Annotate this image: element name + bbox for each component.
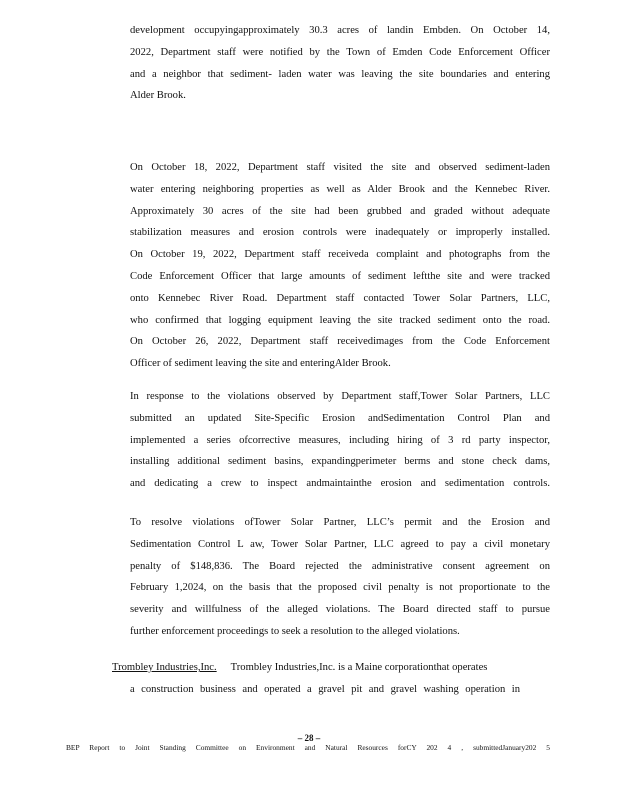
paragraph-line: water entering neighboring properties as well as Alder Brook and the Kennebec River. <box>130 183 550 195</box>
paragraph-line: On October 26, 2022, Department staff receivedimages from the Code Enforcement <box>130 336 550 348</box>
paragraph-october-events <box>130 157 550 375</box>
section-heading-trombley <box>112 657 522 679</box>
paragraph-line: Approximately 30 acres of the site had been grubbed and graded without adequate <box>130 205 550 217</box>
paragraph-line: On October 18, 2022, Department staff visited the site and observed sediment-laden <box>130 162 550 173</box>
paragraph-line: Officer of sediment leaving the site and enteringAlder Brook. <box>130 358 391 370</box>
paragraph-embden-continuation <box>130 20 550 107</box>
section-paragraph-line: a construction business and operated a gravel pit and gravel washing operation in <box>130 684 520 695</box>
section-heading-name: Trombley Industries,Inc. <box>112 662 217 673</box>
paragraph-line: stabilization measures and erosion controls were inadequately or improperly installed. <box>130 227 550 239</box>
page-footer: BEP Report to Joint Standing Committee on Environment and Natural Resources forCY 202 4 , submittedJanuary202 5 <box>66 743 550 752</box>
page-number: – 28 – <box>297 733 321 743</box>
paragraph-line: and a neighbor that sediment- laden water was leaving the site boundaries and entering <box>130 68 550 80</box>
paragraph-line: who confirmed that logging equipment leaving the site tracked sediment onto the road. <box>130 314 550 326</box>
paragraph-line: further enforcement proceedings to seek a resolution to the alleged violations. <box>130 625 460 637</box>
paragraph-line: development occupyingapproximately 30.3 acres of landin Embden. On October 14, <box>130 25 550 36</box>
paragraph-line: February 1,2024, on the basis that the proposed civil penalty is not proportionate to the <box>130 582 550 594</box>
paragraph-line: Code Enforcement Officer that large amounts of sediment leftthe site and were tracked <box>130 270 550 282</box>
paragraph-line: submitted an updated Site-Specific Erosion andSedimentation Control Plan and <box>130 412 550 424</box>
paragraph-line: severity and willfulness of the alleged violations. The Board directed staff to pursue <box>130 604 550 616</box>
paragraph-line: Alder Brook. <box>130 90 186 102</box>
paragraph-line: In response to the violations observed by Department staff,Tower Solar Partners, LLC <box>130 391 550 402</box>
paragraph-line: installing additional sediment basins, expandingperimeter berms and stone check dams, <box>130 456 550 468</box>
paragraph-resolution <box>130 512 550 643</box>
paragraph-line: On October 19, 2022, Department staff receiveda complaint and photographs from the <box>130 249 550 261</box>
section-heading-rest: Trombley Industries,Inc. is a Maine corporationthat operates <box>230 662 488 673</box>
paragraph-line: implemented a series ofcorrective measures, including hiring of 3 rd party inspector, <box>130 434 550 446</box>
paragraph-response <box>130 386 550 495</box>
paragraph-line: and dedicating a crew to inspect andmaintainthe erosion and sedimentation controls. <box>130 478 550 490</box>
paragraph-line: To resolve violations ofTower Solar Partner, LLC’s permit and the Erosion and <box>130 517 550 528</box>
paragraph-line: onto Kennebec River Road. Department staff contacted Tower Solar Partners, LLC, <box>130 292 550 304</box>
paragraph-line: Sedimentation Control L aw, Tower Solar Partner, LLC agreed to pay a civil monetary <box>130 538 550 550</box>
paragraph-line: penalty of $148,836. The Board rejected the administrative consent agreement on <box>130 560 550 572</box>
paragraph-line: 2022, Department staff were notified by the Town of Emden Code Enforcement Officer <box>130 46 550 58</box>
